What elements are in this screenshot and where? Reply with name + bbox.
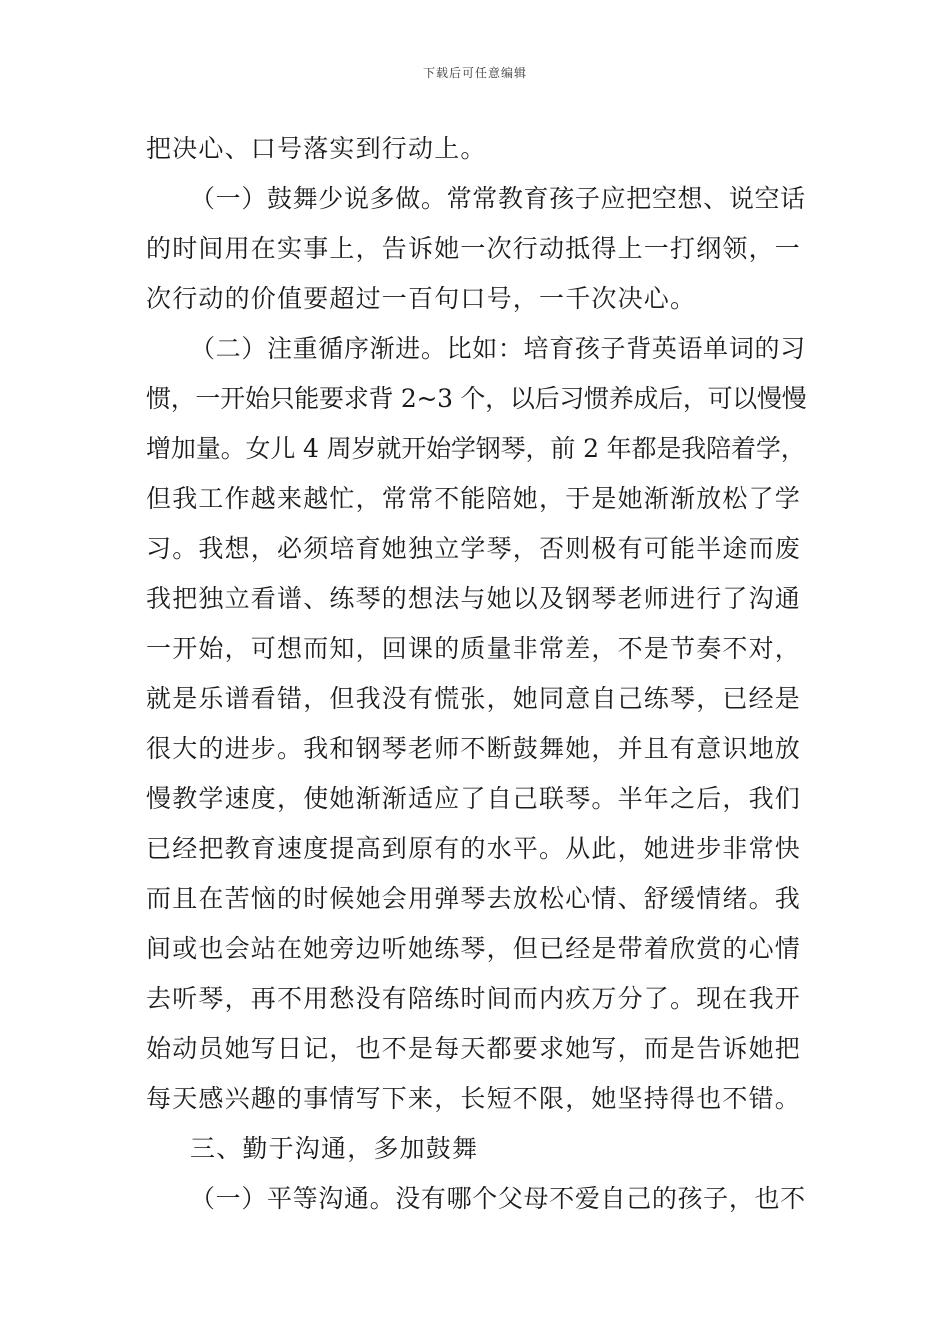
- text-line: 一开始，可想而知，回课的质量非常差，不是节奏不对，: [146, 634, 802, 663]
- text-line: 每天感兴趣的事情写下来，长短不限，她坚持得也不错。: [146, 1084, 802, 1113]
- page-header: 下载后可任意编辑: [422, 66, 527, 80]
- text-line: 我把独立看谱、练琴的想法与她以及钢琴老师进行了沟通: [146, 584, 802, 613]
- text-line: （一）鼓舞少说多做。常常教育孩子应把空想、说空话: [190, 184, 806, 213]
- text-line: 间或也会站在她旁边听她练琴，但已经是带着欣赏的心情: [146, 934, 802, 963]
- text-line: 已经把教育速度提高到原有的水平。从此，她进步非常快: [146, 834, 802, 863]
- text-line: （二）注重循序渐进。比如：培育孩子背英语单词的习: [190, 334, 806, 363]
- text-line: 增加量。女儿 4 周岁就开始学钢琴，前 2 年都是我陪着学，: [146, 434, 806, 463]
- text-line: 慢教学速度，使她渐渐适应了自己联琴。半年之后，我们: [146, 784, 802, 813]
- section-heading: 三、勤于沟通，多加鼓舞: [190, 1134, 479, 1163]
- text-line: 习。我想，必须培育她独立学琴，否则极有可能半途而废: [146, 534, 802, 563]
- text-line: 但我工作越来越忙，常常不能陪她，于是她渐渐放松了学: [146, 484, 802, 513]
- text-line: （一）平等沟通。没有哪个父母不爱自己的孩子，也不: [190, 1184, 806, 1213]
- text-line: 次行动的价值要超过一百句口号，一千次决心。: [146, 284, 697, 313]
- text-line: 始动员她写日记，也不是每天都要求她写，而是告诉她把: [146, 1034, 802, 1063]
- text-line: 很大的进步。我和钢琴老师不断鼓舞她，并且有意识地放: [146, 734, 802, 763]
- text-line: 就是乐谱看错，但我没有慌张，她同意自己练琴，已经是: [146, 684, 802, 713]
- text-line: 把决心、口号落实到行动上。: [146, 134, 487, 163]
- text-line: 去听琴，再不用愁没有陪练时间而内疚万分了。现在我开: [146, 984, 802, 1013]
- text-line: 而且在苦恼的时候她会用弹琴去放松心情、舒缓情绪。我: [146, 884, 802, 913]
- text-line: 惯，一开始只能要求背 2~3 个，以后习惯养成后，可以慢慢: [146, 384, 807, 413]
- text-line: 的时间用在实事上，告诉她一次行动抵得上一打纲领，一: [146, 234, 802, 263]
